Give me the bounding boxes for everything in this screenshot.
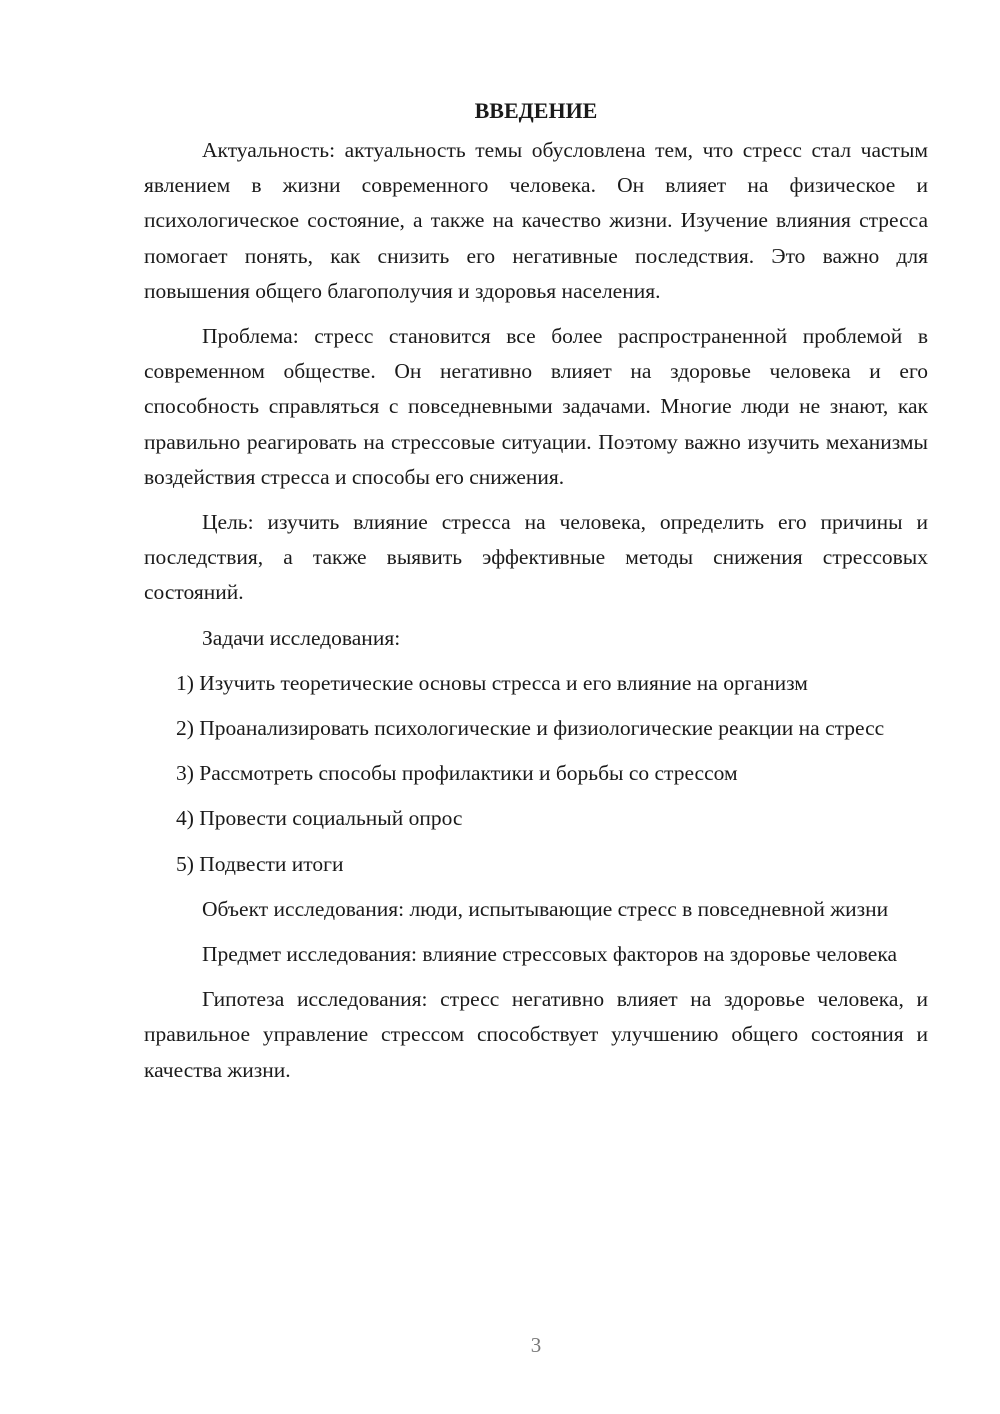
goal-paragraph: Цель: изучить влияние стресса на человека, определить его причины и последствия, а также выявить эффективные методы снижения стрессовых состояний. [144,510,928,605]
relevance-paragraph: Актуальность: актуальность темы обусловлена тем, что стресс стал частым явлением в жизни современного человека. Он влияет на физическое и психологическое состояние, а также на качество жизни. Изучение влияния стресса помогает понять, как снизить его негативные последствия. Это важно для повышения общего благополучия и здоровья населения. [144,138,928,303]
subject-paragraph: Предмет исследования: влияние стрессовых факторов на здоровье человека [202,942,898,967]
hypothesis-paragraph: Гипотеза исследования: стресс негативно влияет на здоровье человека, и правильное управление стрессом способствует улучшению общего состояния и качества жизни. [144,987,928,1082]
task-item: 3) Рассмотреть способы профилактики и борьбы со стрессом [176,761,738,786]
tasks-heading: Задачи исследования: [202,625,401,650]
object-paragraph: Объект исследования: люди, испытывающие стресс в повседневной жизни [202,896,889,921]
task-item: 5) Подвести итоги [176,851,344,876]
problem-paragraph: Проблема: стресс становится все более распространенной проблемой в современном обществе. Он негативно влияет на здоровье человека и его способность справляться с повседневными задачами. Многие люди не знают, как правильно реагировать на стрессовые ситуации. Поэтому важно изучить механизмы воздействия стресса и способы его снижения. [144,324,928,489]
task-item: 4) Провести социальный опрос [176,806,463,831]
page-content [144,98,928,1098]
task-item: 2) Проанализировать психологические и физиологические реакции на стресс [176,716,885,741]
task-item: 1) Изучить теоретические основы стресса и его влияние на организм [176,670,808,695]
page-number: 3 [530,1333,542,1357]
page-title: ВВЕДЕНИЕ [474,98,598,123]
